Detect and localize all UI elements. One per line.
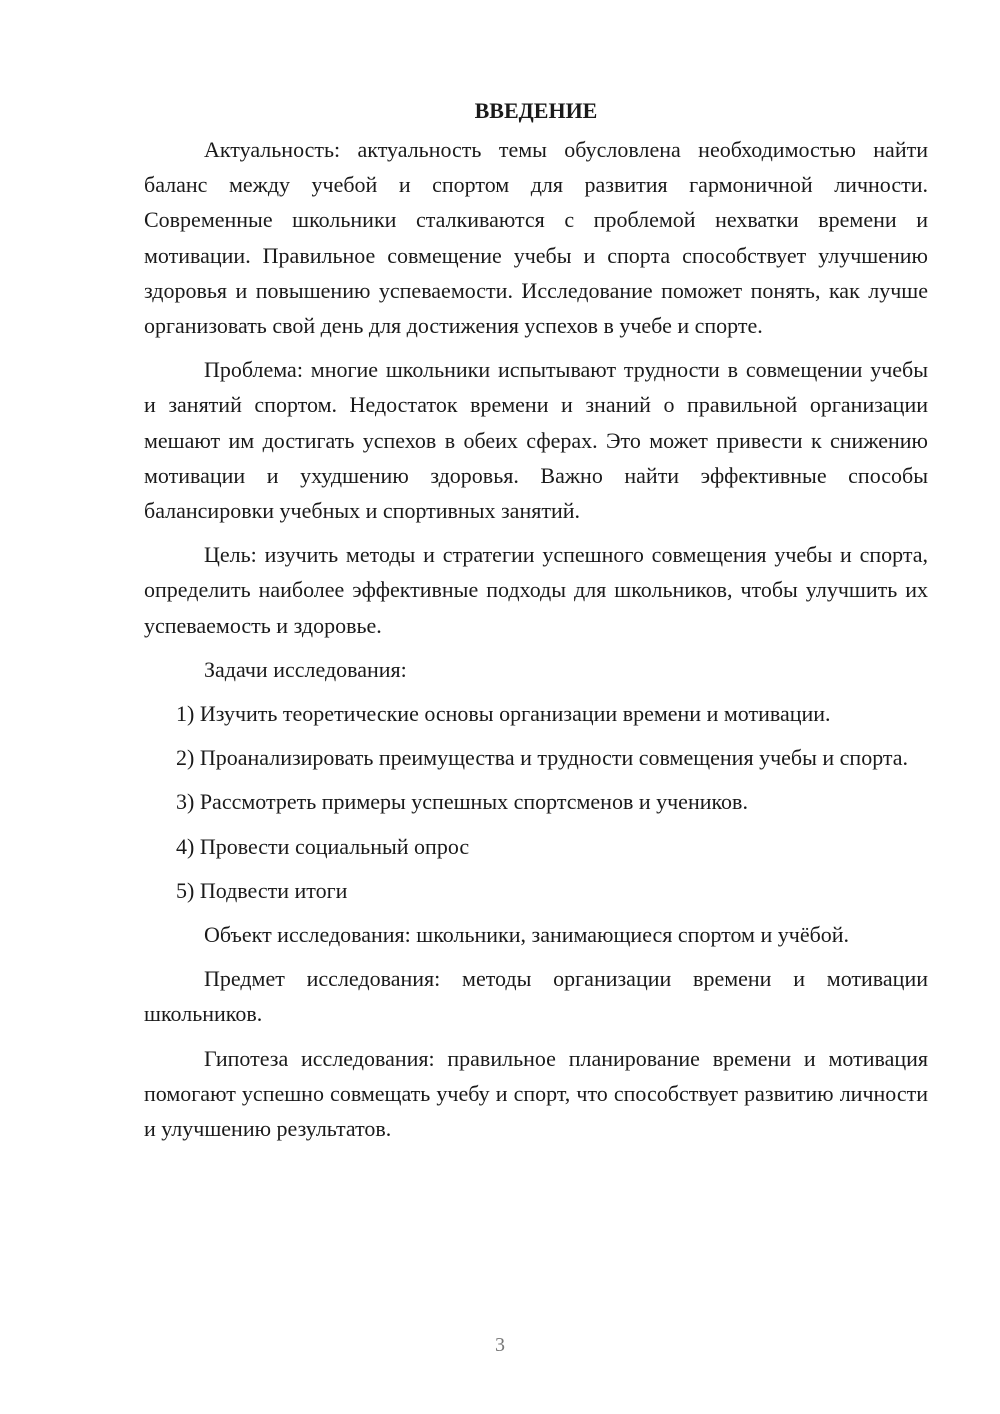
- paragraph-object: Объект исследования: школьники, занимающиеся спортом и учёбой.: [204, 922, 850, 948]
- paragraph-relevance: Актуальность: актуальность темы обусловлена необходимостью найти баланс между учебой и спортом для развития гармоничной личности. Современные школьники сталкиваются с проблемой нехватки времени и мотивации. Правильное совмещение учебы и спорта способствует улучшению здоровья и повышению успеваемости. Исследование поможет понять, как лучше организовать свой день для достижения успехов в учебе и спорте.: [144, 137, 928, 339]
- paragraph-hypothesis: Гипотеза исследования: правильное планирование времени и мотивация помогают успешно совмещать учебу и спорт, что способствует развитию личности и улучшению результатов.: [144, 1045, 928, 1142]
- paragraph-problem: Проблема: многие школьники испытывают трудности в совмещении учебы и занятий спортом. Недостаток времени и знаний о правильной организации мешают им достигать успехов в обеих сферах. Это может привести к снижению мотивации и ухудшению здоровья. Важно найти эффективные способы балансировки учебных и спортивных занятий.: [144, 357, 928, 524]
- task-item-3: 3) Рассмотреть примеры успешных спортсменов и учеников.: [176, 789, 748, 815]
- tasks-heading: Задачи исследования:: [204, 656, 407, 682]
- paragraph-goal: Цель: изучить методы и стратегии успешного совмещения учебы и спорта, определить наиболее эффективные подходы для школьников, чтобы улучшить их успеваемость и здоровье.: [144, 542, 928, 638]
- task-item-1: 1) Изучить теоретические основы организации времени и мотивации.: [176, 701, 831, 727]
- task-item-5: 5) Подвести итоги: [176, 877, 348, 903]
- document-page: [144, 96, 928, 1155]
- page-number: 3: [495, 1334, 505, 1356]
- paragraph-subject: Предмет исследования: методы организации времени и мотивации школьников.: [144, 966, 928, 1027]
- page-title: ВВЕДЕНИЕ: [474, 98, 598, 123]
- task-item-4: 4) Провести социальный опрос: [176, 833, 470, 859]
- task-item-2: 2) Проанализировать преимущества и трудности совмещения учебы и спорта.: [176, 745, 909, 771]
